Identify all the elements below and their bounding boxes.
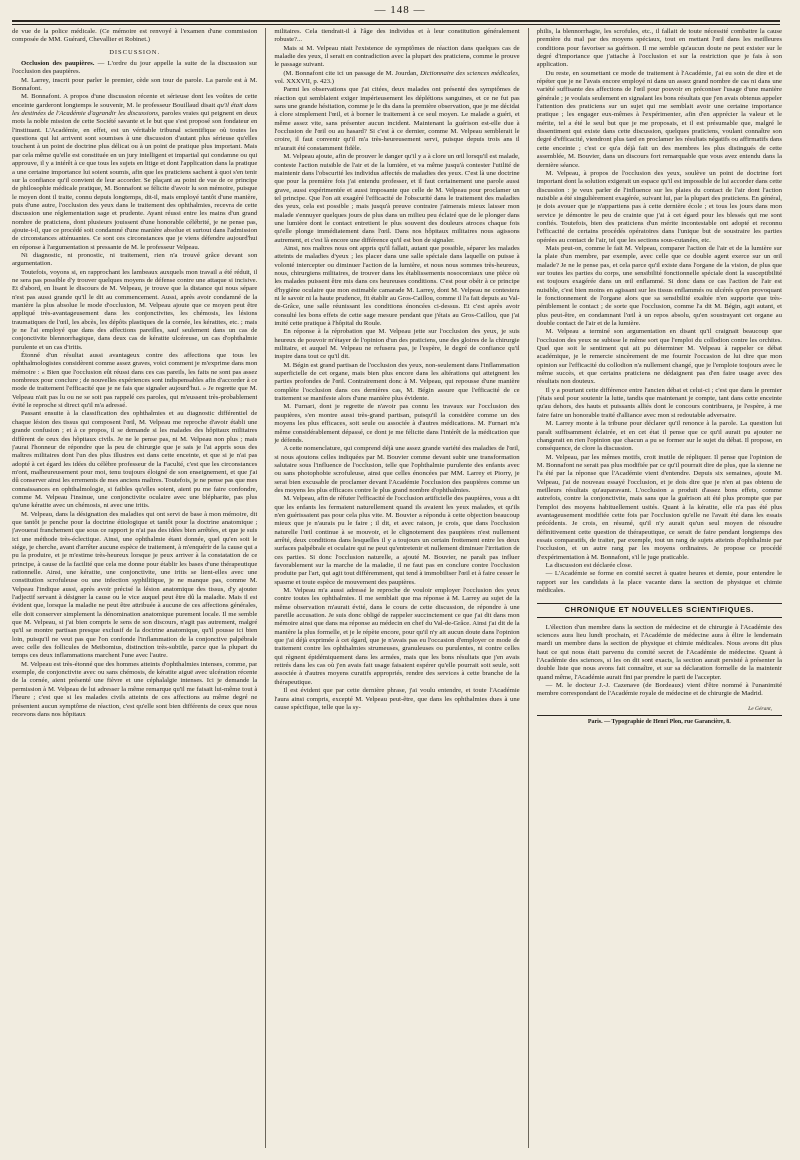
paragraph: M. Larrey monte à la tribune pour déclarer qu'il renonce à la parole. La question lui paraît suffisamment éclairée, et en cet état il pense que ce qu'il aurait pu ajouter ne changerait en rien l'opinion que chacun a pu se former sur le sujet du débat. Il propose, en conséquence, de clore la discussion. bbox=[536, 420, 782, 453]
paragraph bbox=[12, 60, 257, 77]
discussion-heading: DISCUSSION. bbox=[109, 48, 161, 56]
paragraph-text: — L'ordre du jour appelle la suite de la discussion sur l'occlusion des paupières. bbox=[12, 60, 258, 76]
italic-quote: qu'il était dans les destinées de l'Académie d'agrandir les discussions bbox=[12, 101, 258, 118]
paragraph: M. Velpeau m'a aussi adressé le reproche de vouloir employer l'occlusion des yeux contre toutes les ophthalmies. Il me semblait que ma réponse à M. Larrey au sujet de la même observation m'aurait évité, dans le cours de cette discussion, de répondre à une pareille accusation. Je suis donc obligé de rappeler succinctement ce que j'ai dit dans mon mémoire ainsi que dans ma réponse au médecin en chef du Val-de-Grâce. Ainsi j'ai dit de la manière la plus formelle, et je le répète encore, pour qu'il n'y ait aucun doute dans l'opinion que j'ai déjà exprimée à cet égard, que je n'avais pas eu l'occasion d'employer ce mode de traitement contre les ophthalmies strumeuses, granuleuses ou purulentes, ni contre celles qui règnent épidémiquement dans les armées, mais que les bons résultats que j'en avais retirés dans les cas où j'en avais fait usage faisaient espérer qu'elle pourrait soit seule, soit associée à d'autres moyens curatifs appropriés, rendre des services à cette branche de la thérapeutique. bbox=[274, 587, 520, 686]
paragraph: Mais peut-on, comme le fait M. Velpeau, comparer l'action de l'air et de la lumière sur la plaie d'un membre, par exemple, avec celle que ce double agent exerce sur un œil malade? Je ne le pense pas, et cela parce qu'il existe dans l'organe de la vision, de plus que sur toutes les parties du corps, une sensibilité fonctionnelle spéciale dont la susceptibilité est toujours exagérée dans un œil enflammé. Si donc dans ce cas l'action de l'air est nuisible, c'est bien moins en agissant sur les tissus enflammés ou ulcérés qu'en provoquant le fonctionnement de l'organe alors que sa sensibilité exaltée n'en supporte que très-péniblement le contact ; de sorte que l'occlusion, comme l'a dit M. Bégin, agit autant, et plus peut-être, en condamnant l'œil à un repos absolu, qu'en soustrayant cet organe au double contact de l'air et de la lumière. bbox=[536, 244, 782, 328]
column-1 bbox=[12, 28, 257, 1148]
paragraph: M. Velpeau ajoute, afin de prouver le danger qu'il y a à clore un œil lorsqu'il est malade, conteste l'action nuisible de l'air et de la lumière, et va même jusqu'à contester l'utilité de maintenir dans l'obscurité les individus affectés de maladies des yeux. C'est là une doctrine que pour la première fois j'ai entendu professer, et il faut certainement une parole aussi grave, aussi expérimentée et aussi imposante que celle de M. Velpeau pour proclamer un tel principe. Que l'on ait exagéré l'efficacité de l'obscurité dans le traitement des maladies des yeux, cela est possible ; mais jusqu'à preuve contraire j'aimerais mieux laisser mon malade s'ennuyer quelques jours de plus dans un milieu peu éclairé que de le plonger dans une lumière dont le contact entretient le plus souvent des douleurs atroces chaque fois qu'elle plonge immédiatement dans l'œil. Dans nos hôpitaux militaires nous agissons autrement, et c'est là encore une différence qu'il est bon de signaler. bbox=[274, 153, 520, 244]
gerant-signature: Le Gérant, bbox=[748, 705, 772, 712]
chronique-heading: CHRONIQUE ET NOUVELLES SCIENTIFIQUES. bbox=[537, 603, 782, 617]
paragraph: — L'Académie se forme en comité secret à quatre heures et demie, pour entendre le rapport sur les candidats à la place vacante dans la section de physique et chimie médicales. bbox=[536, 570, 782, 595]
paragraph: M. Velpeau a terminé son argumentation en disant qu'il craignait beaucoup que l'occlusion des yeux ne subisse le même sort que l'emploi du collodion contre les orchites. Quel que soit le sentiment qui ait pu déterminer M. Velpeau à rappeler ce débat académique, je le remercie sincèrement de me fournir l'occasion de lui dire que mon opinion sur l'efficacité du collodion n'a nullement changé, que je l'emploie toujours avec le même succès, et que certains praticiens ne dédaignent pas d'en faire usage avec des résultats non douteux. bbox=[536, 328, 782, 386]
column-3 bbox=[537, 28, 782, 1148]
printer-imprint: Paris. — Typographie de Henri Plon, rue Garancière, 8. bbox=[587, 719, 731, 726]
paragraph: Ni diagnostic, ni pronostic, ni traitement, rien n'a trouvé grâce devant son argumentation. bbox=[12, 251, 258, 268]
paragraph: Il est évident que par cette dernière phrase, j'ai voulu entendre, et toute l'Académie l'aura ainsi compris, excepté M. Velpeau peut-être, que dans les ophthalmies dues à une cause spécifique, telle que la sy- bbox=[274, 687, 520, 711]
paragraph: Parmi les observations que j'ai citées, deux malades ont présenté des symptômes de réaction qui semblaient exiger impérieusement les déplétions sanguines, et ce ne fut pas sans une grande hésitation, comme je le dis dans la première observation, que je me décidai à clore simplement l'œil, et à borner le traitement à ce seul moyen. Le malade a guéri, et même assez vite, sans présenter aucun incident. Maintenant la guérison est-elle due à l'occlusion de l'œil ou au hasard? Si c'est à ce dernier, comme M. Velpeau semblerait le croire, il faut convenir qu'il m'a très-heureusement servi, puisque depuis trois ans il m'aurait été constamment fidèle. bbox=[274, 86, 520, 152]
occlusion-subhead: Occlusion des paupières. bbox=[21, 60, 95, 68]
paragraph bbox=[12, 93, 257, 252]
paragraph: Étonné d'un résultat aussi avantageux contre des affections que tous les ophthalmologistes considèrent comme assez graves, voici comment je m'exprime dans mon mémoire : « Bien que l'occlusion eût réussi dans ces cas pareils, les faits ne sont pas assez nombreux pour conclure ; de nouvelles expériences sont indispensables afin d'accorder à ce mode de traitement l'efficacité que je ne fais que signaler aujourd'hui. » Je regrette que M. Velpeau n'ait pas lu ou ne se soit pas rappelé ces paroles, qui m'eussent très-probablement évité le reproche si direct qu'il m'a adressé. bbox=[12, 352, 258, 410]
column-divider bbox=[265, 28, 266, 1148]
paragraph: La discussion est déclarée close. bbox=[545, 562, 633, 569]
paragraph: Il y a pourtant cette différence entre l'ancien débat et celui-ci ; c'est que dans le premier j'étais seul pour soutenir la lutte, tandis que maintenant je compte, tant dans cette enceinte qu'au dehors, des hauts et puissants alliés dont le concours contribuera, je l'espère, à me faire faire un honorable traité d'alliance avec mon si redoutable adversaire. bbox=[536, 386, 782, 419]
paragraph: M. Larrey, inscrit pour parler le premier, cède son tour de parole. La parole est à M. Bonnafont. bbox=[12, 76, 258, 93]
paragraph: Toutefois, voyons si, en rapprochant les lambeaux auxquels mon travail a été réduit, il ne sera pas possible d'y trouver quelques moyens de défense contre une attaque si incisive. Et d'abord, en lisant le discours de M. Velpeau, je trouve que la distance qui nous sépare n'est pas aussi grande qu'il le dit au commencement. Aussi, après avoir condamné de la manière la plus absolue le mode d'occlusion, M. Velpeau ajoute que ce moyen peut être appliqué très-avantageusement dans les conjonctivites, les chémosis, les lésions traumatiques de l'œil, les abcès, les dépôts plastiques de la cornée, les kératites, etc. ; mais je ne l'ai employé que dans des affections pareilles, sauf seulement dans un cas de conjonctivite blennorrhagique, dans deux cas de kératite ulcéreuse, un cas d'ophthalmie purulente et un cas d'iritis. bbox=[12, 268, 258, 351]
paragraph: philis, la blennorrhagie, les scrofules, etc., il fallait de toute nécessité combattre la cause première du mal par des moyens spéciaux, tout en mettant l'œil dans les meilleures conditions pour favoriser sa guérison. Il me semble qu'aucun doute ne peut exister sur le degré d'importance que j'attache à l'occlusion et sur la restriction que je fais à son application. bbox=[536, 28, 782, 69]
page-number: — 148 — bbox=[374, 4, 426, 16]
paragraph: militaires. Cela tiendrait-il à l'âge des individus et à leur constitution généralement robuste?... bbox=[274, 28, 520, 44]
paragraph: de vue de la police médicale. (Ce mémoire est renvoyé à l'examen d'une commission composée de MM. Guérard, Chevallier et Robinet.) bbox=[12, 28, 258, 44]
paragraph: M. Furnari, dont je regrette de n'avoir pas connu les travaux sur l'occlusion des paupières, s'en montre aussi très-grand partisan, puisqu'il la considère comme un des moyens les plus efficaces, soit seule ou associée à d'autres médications. M. Furnari m'a même considérablement dépassé, ce dont je me félicite dans l'intérêt de la médication que je défends. bbox=[274, 403, 520, 444]
paragraph: M. Velpeau est très-étonné que des hommes atteints d'ophthalmies intenses, comme, par exemple, de conjonctivite avec ou sans chémosis, de kératite aiguë avec ulcération récente de la cornée, aient présenté une fièvre et une céphalalgie intenses. Ici je demande la permission à M. Velpeau de lui adresser la même remarque qu'il me faisait lui-même tout à l'heure ; c'est que si les malades civils atteints de ces affections au même degré ne présentent aucun symptôme de réaction, c'est qu'elle sont bien différents de ceux que nous recevons dans nos hôpitaux bbox=[12, 660, 258, 718]
paragraph: M. Velpeau, à propos de l'occlusion des yeux, soulève un point de doctrine fort important dont la solution exigerait un espace qu'il est impossible de lui accorder dans cette discussion : je veux parler de l'influence sur les plaies du contact de l'air dont l'action nuisible a été singulièrement exagérée, suivant lui, par la plupart des praticiens. En général, je dois avouer que je n'appartiens pas à cette dernière école ; et tous les jours dans mon service je démontre le peu de crainte que j'ai à cet égard pour les blessés qui me sont confiés. Toutefois, bien des praticiens d'un mérite incontestable ont adopté et reconnu l'efficacité de certains procédés opératoires dans l'unique but de soustraire les parties opérées au contact de l'air, tel que les sections sous-cutanées, etc. bbox=[536, 169, 782, 244]
italic-citation: Dictionnaire des sciences médicales bbox=[420, 69, 518, 77]
column-divider bbox=[528, 28, 529, 1148]
paragraph: Mais si M. Velpeau niait l'existence de symptômes de réaction dans quelques cas de maladie des yeux, il serait en contradiction avec la plupart des praticiens, comme le prouve le passage suivant. bbox=[274, 44, 520, 69]
paragraph: M. Bégin est grand partisan de l'occlusion des yeux, non-seulement dans l'inflammation superficielle de cet organe, mais bien plus encore dans les altérations qui atteignent les parties profondes de l'œil. Contrairement donc à M. Velpeau, qui repousse d'une manière complète l'occlusion dans ces dernières cas, M. Bégin assure que l'efficacité de ce traitement se manifeste alors d'une manière plus évidente. bbox=[274, 361, 520, 403]
paragraph: M. Velpeau, par les mêmes motifs, croit inutile de répliquer. Il pense que l'opinion de M. Bonnafont ne serait pas plus modifiée par ce qu'il pourrait dire de plus, que la sienne ne l'a été par la réponse que l'Académie vient d'entendre. Depuis six semaines, ajoute M. Velpeau, j'ai de nouveau essayé l'occlusion, et je dois dire que je n'en ai pas obtenu de meilleurs résultats qu'auparavant. L'occlusion a produit d'assez bons effets, comme autrefois, contre la conjonctivite, mais sans que la guérison ait été plus prompte que par l'emploi des moyens habituellement usités. Quant à la kératite, elle n'a pas été plus avantageusement modifiée cette fois par l'occlusion qu'elle ne l'avait été dans les essais précédents. Je crois, en résumé, qu'il n'y aurait qu'un seul moyen de résoudre définitivement cette question de thérapeutique, ce serait de faire pendant longtemps des essais comparatifs, de traiter, par exemple, tout un rang de sujets atteints d'ophthalmie par l'occlusion, et un autre rang par les moyens ordinaires. Je propose ce procédé d'expérimentation à M. Bonnafont, s'il le juge praticable. bbox=[536, 453, 782, 561]
text-columns bbox=[12, 28, 782, 1148]
paragraph: Passant ensuite à la classification des ophthalmies et au diagnostic différentiel de chaque lésion des tissus qui composent l'œil, M. Velpeau me reproche d'avoir établi une grande confusion ; et à ce propos, il se demande si les malades des hôpitaux militaires diffèrent de ceux des hôpitaux civils. Je ne le pense pas, ni M. Velpeau non plus ; mais j'aurai l'honneur de répondre que la peu de chirurgie que je sais je l'ai appris sous des maîtres militaires dont l'un des plus illustres est dans cette enceinte, et que si je n'ai pas adopté à cet égard les idées du célèbre professeur de la Faculté, c'est que les circonstances m'ont, malheureusement pour moi, tenu toujours éloigné de son enseignement, et que j'ai dû conserver ainsi les errements de mes anciens maîtres. Toutefois, je ne pense pas que mes connaissances en ophthalmologie, si faibles qu'elles soient, aient pu me faire confondre, comme M. Velpeau l'insinue, une conjonctivite oculaire avec une blépharite, pas plus qu'une kératite avec un chémosis, ni avec une iritis. bbox=[12, 410, 258, 510]
paragraph-text: , vol. XXXVII, p. 423.) bbox=[274, 69, 520, 86]
paragraph: M. Velpeau, afin de réfuter l'efficacité de l'occlusion artificielle des paupières, vous a dit que les enfants les fermaient naturellement quand ils avaient les yeux malades, et qu'ils n'en guérissaient pas pour cela plus vite. M. Bouvier a répondu à cette objection beaucoup mieux que je n'aurais pu le faire ; il dit, et avec raison, je crois, que dans l'occlusion naturelle l'œil continue à se mouvoir, et le clignotement des paupières n'est nullement arrêté, deux conditions dans lesquelles il y a toujours un certain frottement entre les deux surfaces palpébrale et oculaire qui ne peut qu'entretenir et nullement diminuer l'irritation de ces parties. Si donc l'occlusion naturelle, a ajouté M. Bouvier, ne paraît pas influer favorablement sur la marche de la maladie, il ne faut pas en conclure contre l'occlusion produite par l'art, qui agit tout différemment, qui tend à immobiliser l'œil et à faire cesser le spasme et toute espèce de mouvement des paupières. bbox=[274, 495, 520, 586]
paragraph: Du reste, en soumettant ce mode de traitement à l'Académie, j'ai eu soin de dire et de répéter que je ne l'avais encore employé ni dans un assez grand nombre de cas ni dans une variété suffisante des affections de l'œil pour pouvoir en préconiser l'usage d'une manière générale ; je voulais seulement en signalant les bons résultats que j'en avais obtenus appeler l'attention des praticiens sur un sujet qui me semblait avoir une certaine importance pratique ; les engager eux-mêmes à l'expérimenter, afin d'en apprécier la valeur et le mérite, tel a été le seul but que je me proposais, et il est présumable que, malgré le dissentiment qui existe dans cette discussion, quelques praticiens, voulant connaître son degré d'efficacité, viendront plus tard en proclamer les résultats négatifs ou affirmatifs dans cette enceinte ; c'est ce qu'a déjà fait un des membres les plus distingués de cette assemblée, M. Bouvier, dans un discours fort remarquable que vous avez entendu dans la dernière séance. bbox=[536, 69, 782, 169]
paragraph-text: (M. Bonnafont cite ici un passage de M. Jourdan, bbox=[283, 69, 421, 77]
paragraph-text: M. Bonnafont. A propos d'une discussion récente et sérieuse dont les voûtes de cette enceinte garderont longtemps le souvenir, M. le professeur Bouillaud disait bbox=[12, 93, 258, 109]
paragraph bbox=[274, 70, 519, 87]
paragraph: L'élection d'un membre dans la section de médecine et de chirurgie à l'Académie des sciences aura lieu lundi prochain, et l'Académie de médecine aura à élire le lendemain mardi un membre dans la section de physique et chimie médicales. Nous avons dit plus haut ce qui nous était parvenu du comité secret de l'Académie de médecine. Quant à l'Académie des sciences, si les on dit sont exacts, la section aurait persisté à présenter la double liste que nous avons fait connaître, et sur sa déclaration formelle de la maintenir quand même, l'Académie aurait fini par prendre le parti de l'accepter. bbox=[536, 623, 782, 681]
paragraph: A cette nomenclature, qui comprend déjà une assez grande variété des maladies de l'œil, si nous ajoutons celles indiquées par M. Bouvier comme devant subir une transformation salutaire sous l'influence de l'occlusion, telle que l'ophthalmie purulente des enfants avec ou sans photophobie scrofuleuse, ainsi que celles énoncées par MM. Larrey et Piorry, je serai bien excusable de proclamer devant l'Académie l'occlusion des paupières comme un des moyens les plus efficaces contre le plus grand nombre d'ophthalmies. bbox=[274, 445, 520, 494]
paragraph-text: , paroles vraies qui peignent en deux mots la noble mission de cette Société savante et le but que s'est proposé son fondateur en l'instituant. L'Académie, en effet, est un véritable tribunal scientifique où toutes les questions qui lui arrivent sont soumises à une discussion d'autant plus sérieuse qu'elles touchent à un point de doctrine plus délicat ou à un point de pratique plus important. Mais par cela même qu'elle est constituée en un jury intelligent et impartial qui condamne ou qui approuve, il y a intérêt à ce que tous les sujets en litige et dont l'application dans la pratique a une certaine importance lui soient soumis, afin que les praticiens sachent à quoi s'en tenir sur la confiance qu'il convient de leur accorder. Se plaçant au point de vue de ce principe de philosophie médicale pratique, M. Bonnafont se félicite d'avoir lu son mémoire, puisque le moyen dont il traite, connu depuis longtemps, dit-il, mais employé tantôt d'une manière, puis d'une autre, l'occlusion des yeux dans le traitement des ophthalmies, recevra de cette discussion une réglementation sage et prudente. Ayant réussi entre les mains d'un grand nombre de praticiens, dont plusieurs jouissent d'une honorable célébrité, je ne pense pas, ajoute-t-il, que ce procédé soit condamné d'une manière absolue et surtout dans l'admission de circonstances atténuantes. Ce sont ces circonstances que je viens défendre aujourd'hui en réponse à l'argumentation si pressante de M. le professeur Velpeau. bbox=[12, 110, 258, 251]
paragraph: M. Velpeau, dans la désignation des maladies qui ont servi de base à mon mémoire, dit que tantôt je penche pour la doctrine étiologique et tantôt pour la doctrine anatomique ; j'avouerai franchement que sous ce rapport je n'ai pas des idées bien arrêtées, et que je suis ici une méthode très-éclectique. Ainsi, une ophthalmie étant donnée, quel qu'en soit le siége, je cherche, avant d'arrêter aucune espèce de traitement, à m'enquérir de la cause qui a pu la produire, et je m'estime très-heureux lorsque je peux arriver à la constatation de ce principe, à cause de la facilité que cela me donne pour établir les bases d'une thérapeutique rationnelle. Ainsi, une kératite, une conjonctivite, une iritis se lient-elles avec une constitution scrofuleuse ou une infection syphilitique, je ne manque pas, comme M. Velpeau l'indique aussi, après avoir précisé la lésion anatomique des tissus, d'y ajouter l'adjectif servant à désigner la cause ou le vice auquel peut être dû la maladie. Mais il est évident que, lorsque la maladie ne peut être attribuée à aucune de ces affections générales, elle doit conserver simplement la dénomination anatomique purement locale. Il me semble que M. Velpeau, si j'ai bien compris le sens de son discours, n'agit pas autrement, malgré qu'il se montre partisan presque exclusif de la doctrine anatomique, qu'il pousse ici bien loin, puisqu'il ne veut pas que l'on confonde l'inflammation de la conjonctive palpébrale avec celle des follicules de Meibomius, distinction très-subtile, parce que la plupart du temps ces deux inflammations marchent l'une avec l'autre. bbox=[12, 510, 258, 660]
imprint-rule bbox=[537, 715, 782, 716]
paragraph: En réponse à la réprobation que M. Velpeau jette sur l'occlusion des yeux, je suis heureux de pouvoir m'étayer de l'opinion d'un des praticiens, une des gloires de la chirurgie militaire, et auquel M. Velpeau ne refusera pas, je l'espère, le degré de confiance qu'il inspire dans tout ce qu'il dit. bbox=[274, 328, 520, 361]
paragraph: — M. le docteur J.-J. Cazenave (de Bordeaux) vient d'être nommé à l'unanimité membre correspondant de l'Académie royale de médecine et de chirurgie de Madrid. bbox=[536, 682, 782, 698]
header-rule bbox=[12, 20, 780, 25]
column-2 bbox=[274, 28, 519, 1148]
paragraph: Ainsi, nos maîtres nous ont appris qu'il fallait, autant que possible, séparer les malades atteints de maladies d'yeux ; les placer dans une salle spéciale dans laquelle on puisse à volonté intercepter ou diminuer l'action de la lumière, et nous nous sommes très-heureux, nous, chirurgiens militaires, de trouver dans les établissements nosocomiaux une pièce où les malades puissent être mis dans ces heureuses conditions. C'est pour obéir à ce principe d'hygiène oculaire que mon estimable camarade M. Larrey, dont M. Velpeau ne contestera ni le savoir ni la haute prudence, fit établir au Gros-Caillou, comme il l'a fait depuis au Val-de-Grâce, une salle réunissant les conditions énoncées ci-dessus. Et c'est après avoir consulté les bons effets de cette sage mesure pendant que j'étais au Gros-Caillou, que j'ai imité cette pratique à l'hôpital du Roule. bbox=[274, 244, 520, 328]
